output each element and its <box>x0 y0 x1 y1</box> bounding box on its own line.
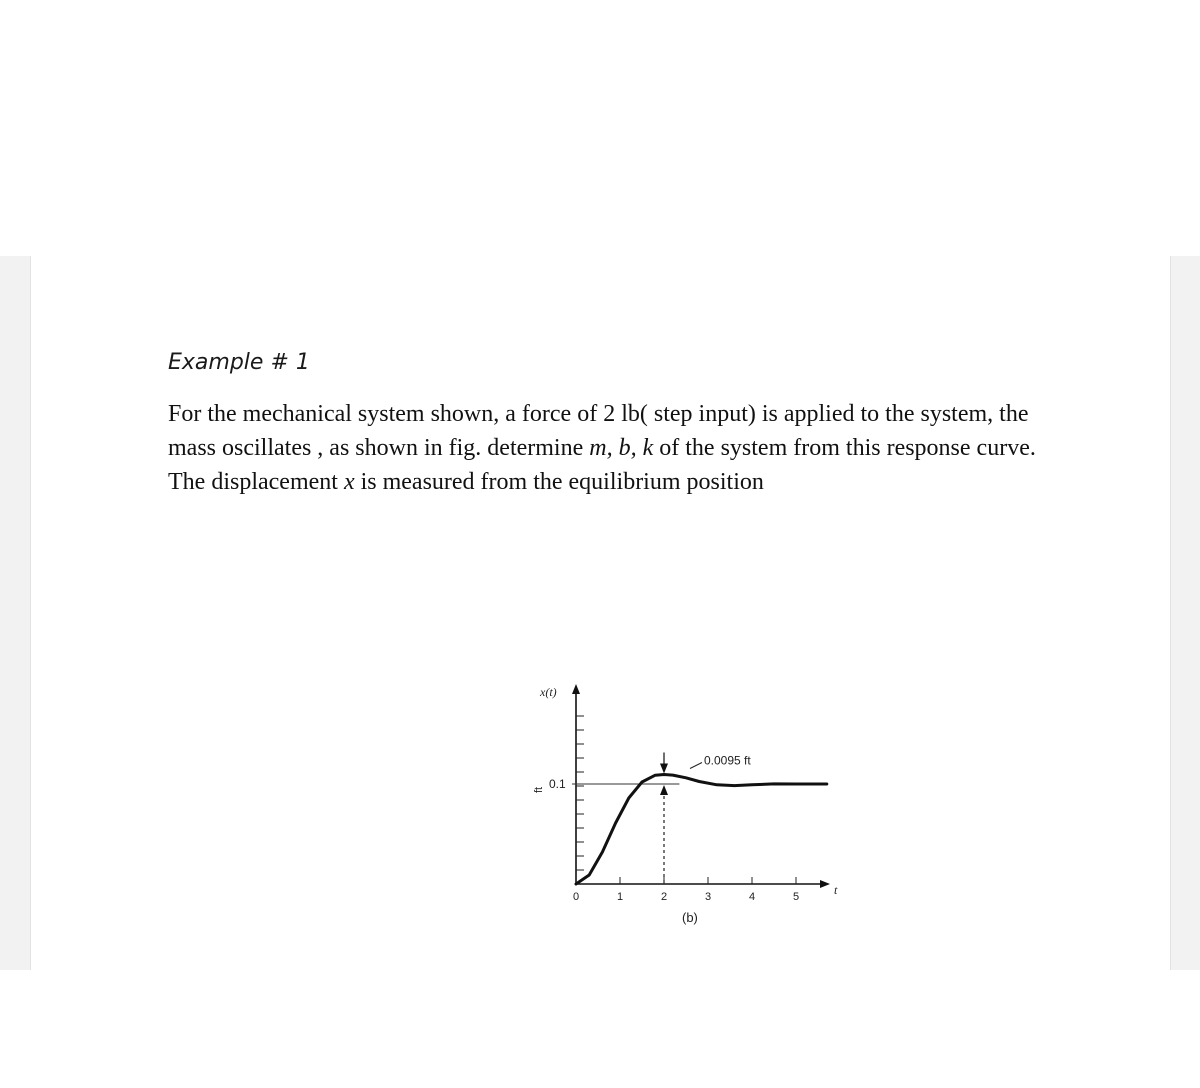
x-axis-label: t <box>834 883 838 897</box>
x-tick-label: 4 <box>749 891 756 903</box>
overshoot-leader-line <box>690 763 702 769</box>
x-tick-label: 3 <box>705 891 712 903</box>
overshoot-annotation: 0.0095 ft <box>704 753 751 768</box>
x-tick-label: 0 <box>573 891 580 903</box>
variable-m: m, <box>589 435 613 461</box>
response-curve-chart <box>520 670 850 940</box>
problem-text-part2: of the system from this response curve. The displacement <box>168 435 1036 495</box>
x-tick-label: 1 <box>617 891 624 903</box>
overshoot-arrow-up <box>660 785 668 795</box>
figure-caption: (b) <box>682 910 698 925</box>
right-margin-band <box>1170 256 1200 970</box>
left-margin-band <box>0 256 31 970</box>
variable-b: b, <box>618 435 637 461</box>
x-axis-ticks <box>573 877 799 903</box>
problem-statement <box>168 397 1048 499</box>
x-axis-arrow <box>820 880 830 888</box>
y-axis-arrow <box>572 684 580 694</box>
y-tick-label-0.1: 0.1 <box>549 777 566 791</box>
variable-k: k <box>642 435 654 461</box>
problem-text-part3: is measured from the equilibrium position <box>354 469 764 495</box>
response-curve-figure <box>520 670 850 940</box>
example-heading: Example # 1 <box>168 350 310 375</box>
problem-text-part1: For the mechanical system shown, a force of 2 lb( step input) is applied to the system, the mass oscillates , as shown in fig. determine <box>168 401 1029 461</box>
x-tick-label: 2 <box>661 891 668 903</box>
y-axis-label: x(t) <box>540 685 557 699</box>
variable-x: x <box>343 469 355 495</box>
y-axis-minor-ticks <box>576 716 584 870</box>
response-curve-line <box>576 775 827 885</box>
x-tick-label: 5 <box>793 891 800 903</box>
y-axis-unit: ft <box>533 786 545 793</box>
